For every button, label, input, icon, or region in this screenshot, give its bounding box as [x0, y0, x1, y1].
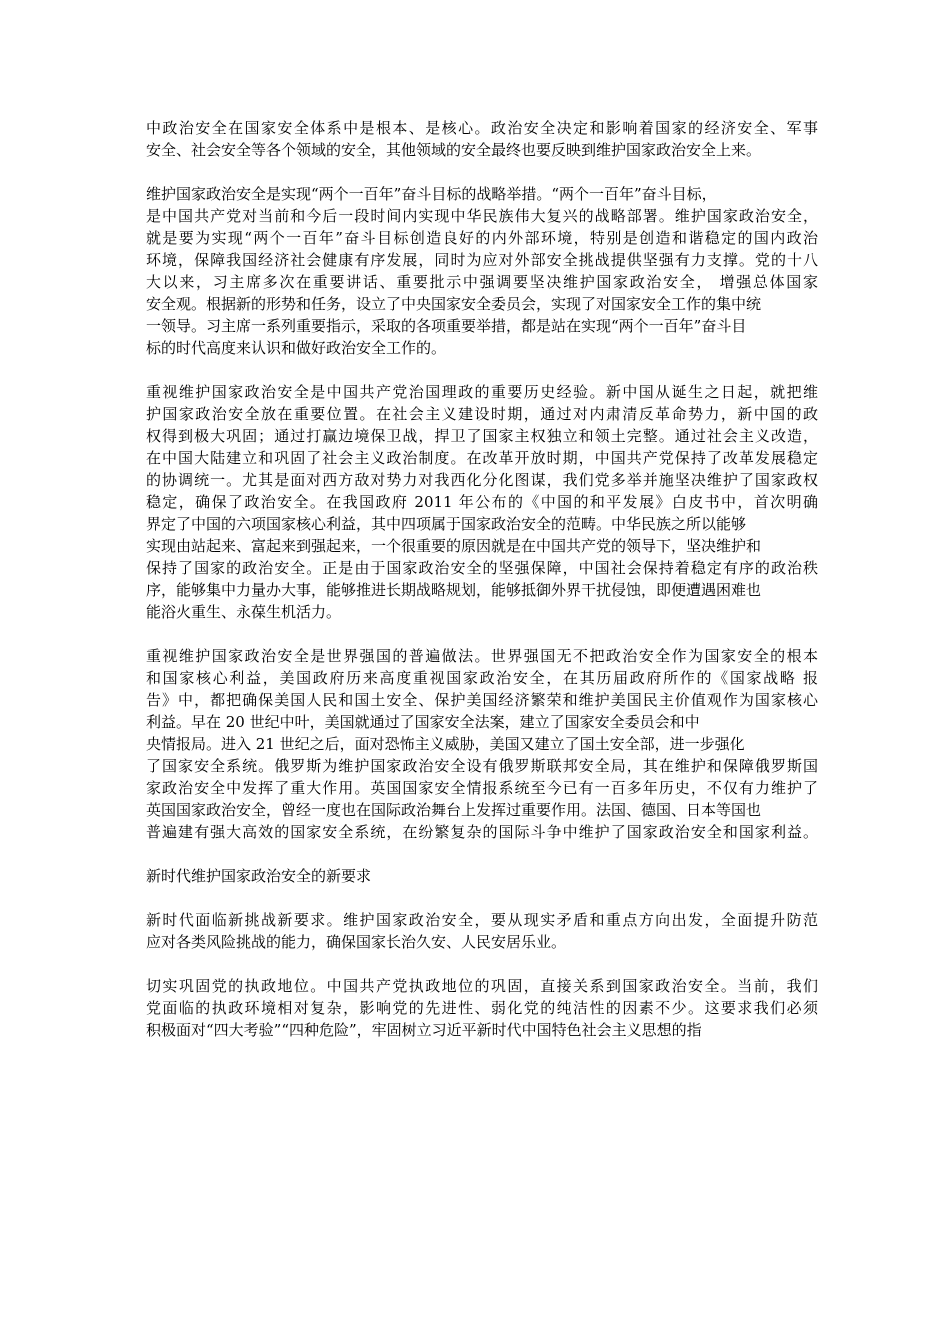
- paragraph-2-line-5: 大以来，习主席多次在重要讲话、重要批示中强调要坚决维护国家政治安全， 增强总体国家: [146, 273, 818, 291]
- paragraph-3-line-1: 重视维护国家政治安全是中国共产党治国理政的重要历史经验。新中国从诞生之日起，就把维: [146, 383, 818, 401]
- paragraph-4-line-8: 英国国家政治安全，曾经一度也在国际政治舞台上发挥过重要作用。法国、德国、日本等国也: [146, 801, 762, 819]
- paragraph-3-line-8: 实现由站起来、富起来到强起来，一个很重要的原因就是在中国共产党的领导下，坚决维护和: [146, 537, 762, 555]
- paragraph-4-line-6: 了国家安全系统。俄罗斯为维护国家政治安全设有俄罗斯联邦安全局，其在维护和保障俄罗斯国: [146, 757, 818, 775]
- paragraph-6-line-2: 应对各类风险挑战的能力，确保国家长治久安、人民安居乐业。: [146, 933, 567, 951]
- paragraph-3-line-2: 护国家政治安全放在重要位置。在社会主义建设时期，通过对内肃清反革命势力，新中国的政: [146, 405, 818, 423]
- paragraph-6-line-1: 新时代面临新挑战新要求。维护国家政治安全，要从现实矛盾和重点方向出发，全面提升防范: [146, 911, 818, 929]
- paragraph-4-line-1: 重视维护国家政治安全是世界强国的普遍做法。世界强国无不把政治安全作为国家安全的根本: [146, 647, 818, 665]
- paragraph-7-line-2: 党面临的执政环境相对复杂，影响党的先进性、弱化党的纯洁性的因素不少。这要求我们必须: [146, 999, 818, 1017]
- paragraph-3-line-6: 稳定，确保了政治安全。在我国政府 2011 年公布的《中国的和平发展》白皮书中，首次明确: [146, 493, 818, 511]
- paragraph-1-line-1: 中政治安全在国家安全体系中是根本、是核心。政治安全决定和影响着国家的经济安全、军事: [146, 119, 818, 137]
- paragraph-3-line-4: 在中国大陆建立和巩固了社会主义政治制度。在改革开放时期，中国共产党保持了改革发展稳定: [146, 449, 818, 467]
- paragraph-2-line-8: 标的时代高度来认识和做好政治安全工作的。: [146, 339, 447, 357]
- paragraph-3-line-7: 界定了中国的六项国家核心利益，其中四项属于国家政治安全的范畴。中华民族之所以能够: [146, 515, 747, 533]
- paragraph-3-line-5: 的协调统一。尤其是面对西方敌对势力对我西化分化图谋，我们党多举并施坚决维护了国家政权: [146, 471, 818, 489]
- paragraph-7-line-3: 积极面对“四大考验”“四种危险”，牢固树立习近平新时代中国特色社会主义思想的指: [146, 1021, 702, 1039]
- paragraph-4-line-9: 普遍建有强大高效的国家安全系统，在纷繁复杂的国际斗争中维护了国家政治安全和国家利益。: [146, 823, 818, 841]
- paragraph-3-line-11: 能浴火重生、永葆生机活力。: [146, 603, 342, 621]
- paragraph-3-line-3: 权得到极大巩固；通过打赢边境保卫战，捍卫了国家主权独立和领土完整。通过社会主义改造，: [146, 427, 818, 445]
- paragraph-2-line-1: 维护国家政治安全是实现“两个一百年”奋斗目标的战略举措。“两个一百年”奋斗目标，: [146, 185, 717, 203]
- paragraph-2-line-2: 是中国共产党对当前和今后一段时间内实现中华民族伟大复兴的战略部署。维护国家政治安全，: [146, 207, 818, 225]
- paragraph-2-line-7: 一领导。习主席一系列重要指示，采取的各项重要举措，都是站在实现“两个一百年”奋斗目: [146, 317, 747, 335]
- paragraph-2-line-3: 就是要为实现“两个一百年”奋斗目标创造良好的内外部环境，特别是创造和谐稳定的国内政治: [146, 229, 818, 247]
- paragraph-4-line-3: 告》中，都把确保美国人民和国土安全、保护美国经济繁荣和维护美国民主价值观作为国家核心: [146, 691, 818, 709]
- paragraph-2-line-6: 安全观。根据新的形势和任务，设立了中央国家安全委员会，实现了对国家安全工作的集中统: [146, 295, 762, 313]
- paragraph-7-line-1: 切实巩固党的执政地位。中国共产党执政地位的巩固，直接关系到国家政治安全。当前，我们: [146, 977, 818, 995]
- paragraph-4-line-4: 利益。早在 20 世纪中叶，美国就通过了国家安全法案，建立了国家安全委员会和中: [146, 713, 700, 731]
- paragraph-2-line-4: 环境，保障我国经济社会健康有序发展，同时为应对外部安全挑战提供坚强有力支撑。党的十八: [146, 251, 818, 269]
- paragraph-4-line-2: 和国家核心利益，美国政府历来高度重视国家政治安全，在其历届政府所作的《国家战略 报: [146, 669, 818, 687]
- paragraph-4-line-7: 家政治安全中发挥了重大作用。英国国家安全情报系统至今已有一百多年历史，不仅有力维护了: [146, 779, 818, 797]
- paragraph-3-line-10: 序，能够集中力量办大事，能够推进长期战略规划，能够抵御外界干扰侵蚀，即便遭遇困难也: [146, 581, 762, 599]
- paragraph-4-line-5: 央情报局。进入 21 世纪之后，面对恐怖主义威胁，美国又建立了国土安全部，进一步强化: [146, 735, 745, 753]
- paragraph-3-line-9: 保持了国家的政治安全。正是由于国家政治安全的坚强保障，中国社会保持着稳定有序的政治秩: [146, 559, 818, 577]
- paragraph-1-line-2: 安全、社会安全等各个领域的安全，其他领域的安全最终也要反映到维护国家政治安全上来。: [146, 141, 762, 159]
- section-heading: 新时代维护国家政治安全的新要求: [146, 867, 372, 885]
